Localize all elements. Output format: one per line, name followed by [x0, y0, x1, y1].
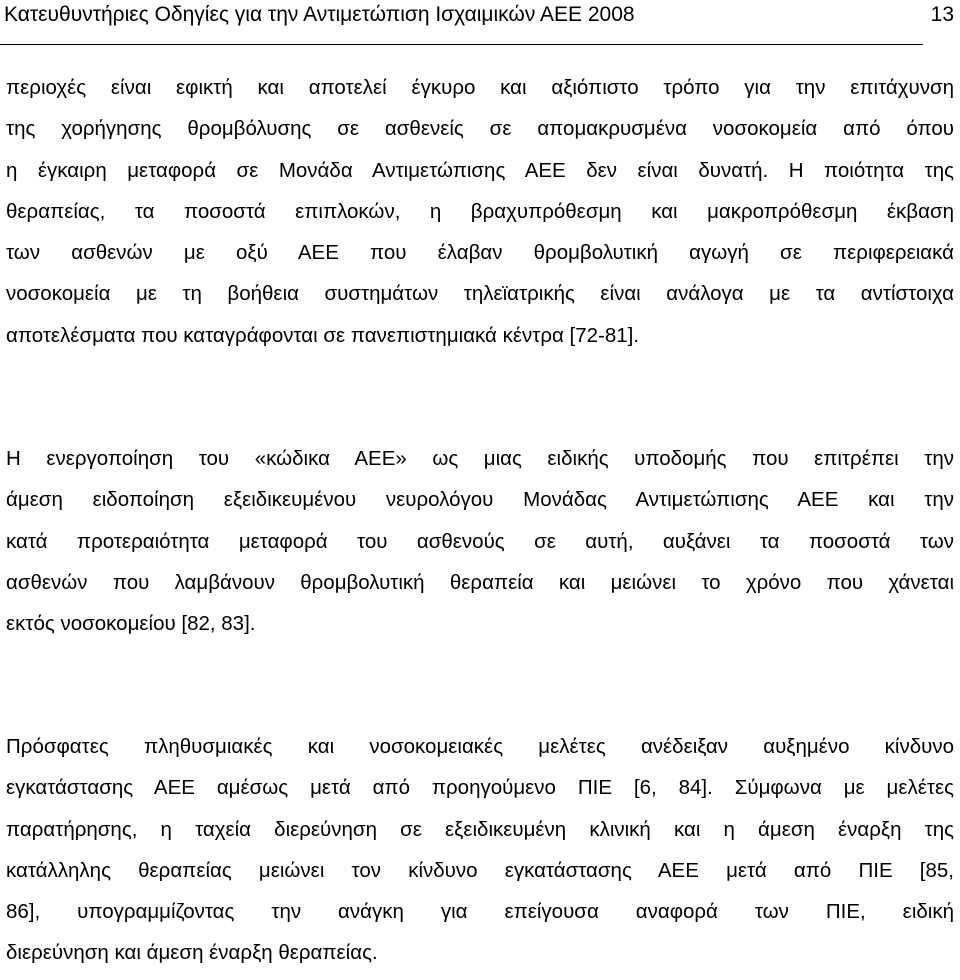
paragraph-line: παρατήρησης, η ταχεία διερεύνηση σε εξειδικευμένη κλινική και η άμεση έναρξη της: [6, 817, 954, 841]
paragraph-line: Η ενεργοποίηση του «κώδικα ΑΕΕ» ως μιας ειδικής υποδομής που επιτρέπει την: [6, 447, 954, 470]
paragraph-line: εκτός νοσοκομείου [82, 83].: [6, 612, 256, 636]
paragraph-line: ασθενών που λαμβάνουν θρομβολυτική θεραπεία και μειώνει το χρόνο που χάνεται: [6, 570, 954, 594]
page-number: 13: [930, 3, 954, 26]
paragraph-line: διερεύνηση και άμεση έναρξη θεραπείας.: [6, 941, 378, 965]
paragraph-line: Πρόσφατες πληθυσμιακές και νοσοκομειακές μελέτες ανέδειξαν αυξημένο κίνδυνο: [6, 735, 954, 758]
paragraph-line: αποτελέσματα που καταγράφονται σε πανεπιστημιακά κέντρα [72-81].: [6, 323, 640, 347]
header-divider: [0, 44, 923, 45]
running-header: [4, 2, 954, 38]
paragraph-line: των ασθενών με οξύ ΑΕΕ που έλαβαν θρομβολυτική αγωγή σε περιφερειακά: [6, 241, 954, 265]
paragraph-line: θεραπείας, τα ποσοστά επιπλοκών, η βραχυπρόθεσμη και μακροπρόθεσμη έκβαση: [6, 199, 954, 223]
paragraph-tia-risk: [6, 726, 954, 974]
paragraph-line: κατάλληλης θεραπείας μειώνει τον κίνδυνο εγκατάστασης ΑΕΕ μετά από ΠΙΕ [85,: [6, 858, 954, 882]
paragraph-line: περιοχές είναι εφικτή και αποτελεί έγκυρο και αξιόπιστο τρόπο για την επιτάχυνση: [6, 76, 954, 99]
paragraph-line: 86], υπογραμμίζοντας την ανάγκη για επείγουσα αναφορά των ΠΙΕ, ειδική: [6, 900, 954, 924]
paragraph-line: κατά προτεραιότητα μεταφορά του ασθενούς σε αυτή, αυξάνει τα ποσοστά των: [6, 529, 954, 553]
paragraph-line: εγκατάστασης ΑΕΕ αμέσως μετά από προηγούμενο ΠΙΕ [6, 84]. Σύμφωνα με μελέτες: [6, 776, 954, 800]
paragraph-line: της χορήγησης θρομβόλυσης σε ασθενείς σε απομακρυσμένα νοσοκομεία από όπου: [6, 117, 954, 141]
paragraph-line: άμεση ειδοποίηση εξειδικευμένου νευρολόγου Μονάδας Αντιμετώπισης ΑΕΕ και την: [6, 488, 954, 512]
paragraph-line: η έγκαιρη μεταφορά σε Μονάδα Αντιμετώπισης ΑΕΕ δεν είναι δυνατή. Η ποιότητα της: [6, 158, 954, 182]
paragraph-stroke-code: [6, 438, 954, 644]
paragraph-telemedicine: [6, 67, 954, 356]
paragraph-line: νοσοκομεία με τη βοήθεια συστημάτων τηλεϊατρικής είναι ανάλογα με τα αντίστοιχα: [6, 282, 954, 306]
header-title: Κατευθυντήριες Οδηγίες για την Αντιμετώπιση Ισχαιμικών ΑΕΕ 2008: [4, 3, 635, 26]
